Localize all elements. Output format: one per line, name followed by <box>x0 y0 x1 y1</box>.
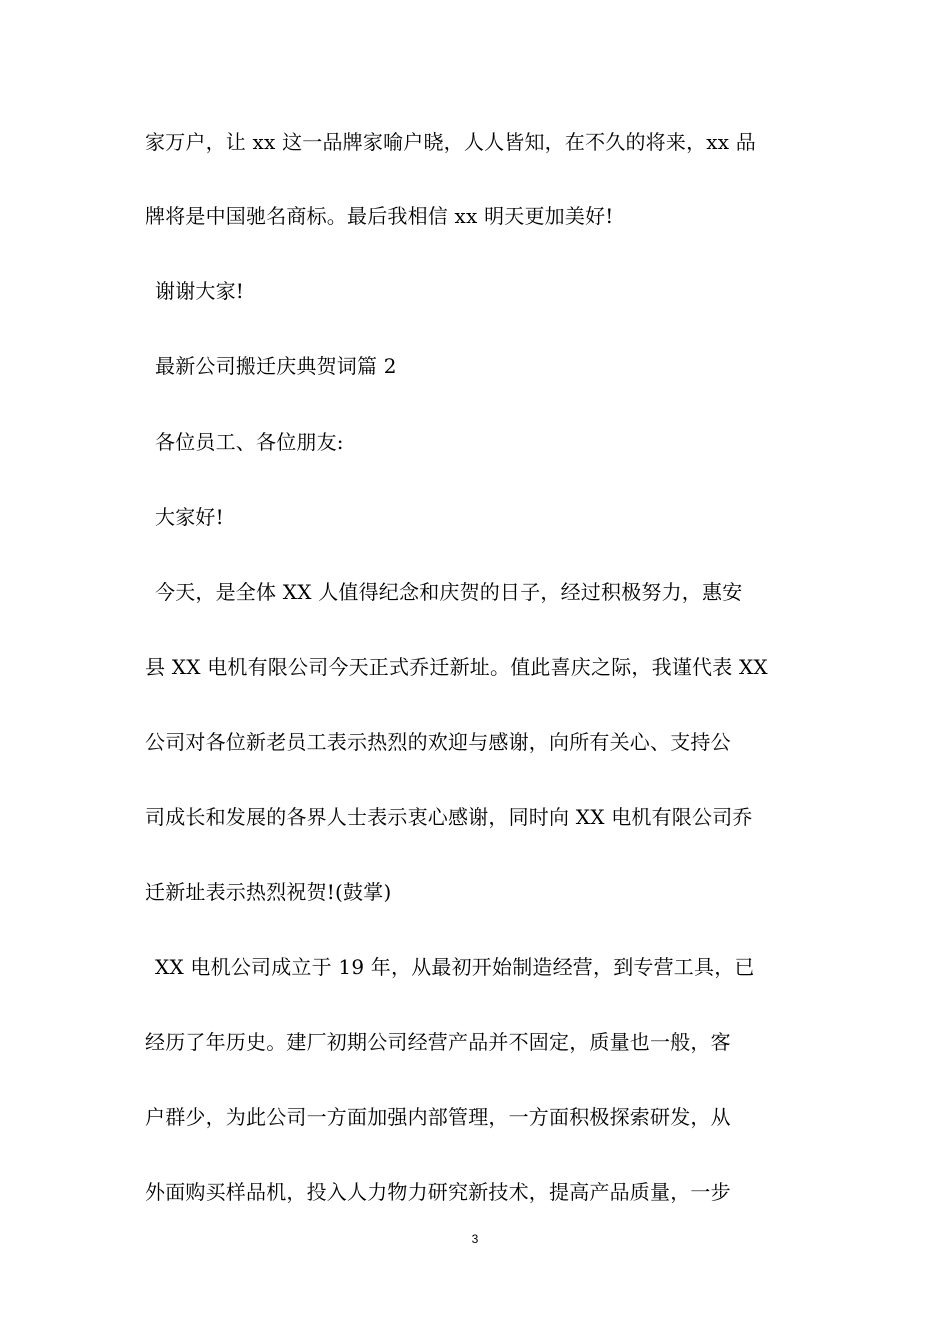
section-heading: 最新公司搬迁庆典贺词篇 2 <box>155 354 397 378</box>
paragraph-line: 牌将是中国驰名商标。最后我相信 xx 明天更加美好! <box>145 204 614 228</box>
paragraph-line: 迁新址表示热烈祝贺!(鼓掌) <box>145 880 392 904</box>
paragraph-line: 今天，是全体 XX 人值得纪念和庆贺的日子，经过积极努力，惠安 <box>155 580 743 604</box>
paragraph-line: XX 电机公司成立于 19 年，从最初开始制造经营，到专营工具，已 <box>155 955 755 979</box>
paragraph-line: 公司对各位新老员工表示热烈的欢迎与感谢，向所有关心、支持公 <box>145 730 731 754</box>
paragraph-line: 外面购买样品机，投入人力物力研究新技术，提高产品质量，一步 <box>145 1180 731 1204</box>
paragraph-line: 县 XX 电机有限公司今天正式乔迁新址。值此喜庆之际，我谨代表 XX <box>145 655 768 679</box>
paragraph-line: 谢谢大家! <box>155 279 245 303</box>
greeting: 大家好! <box>155 505 224 529</box>
paragraph-line: 户群少，为此公司一方面加强内部管理，一方面积极探索研发，从 <box>145 1105 731 1129</box>
paragraph-line: 司成长和发展的各界人士表示衷心感谢，同时向 XX 电机有限公司乔 <box>145 805 753 829</box>
paragraph-line: 经历了年历史。建厂初期公司经营产品并不固定，质量也一般，客 <box>145 1030 731 1054</box>
paragraph-line: 家万户，让 xx 这一品牌家喻户晓，人人皆知，在不久的将来，xx 品 <box>145 130 756 154</box>
page-number: 3 <box>471 1232 479 1246</box>
salutation: 各位员工、各位朋友: <box>155 430 344 454</box>
